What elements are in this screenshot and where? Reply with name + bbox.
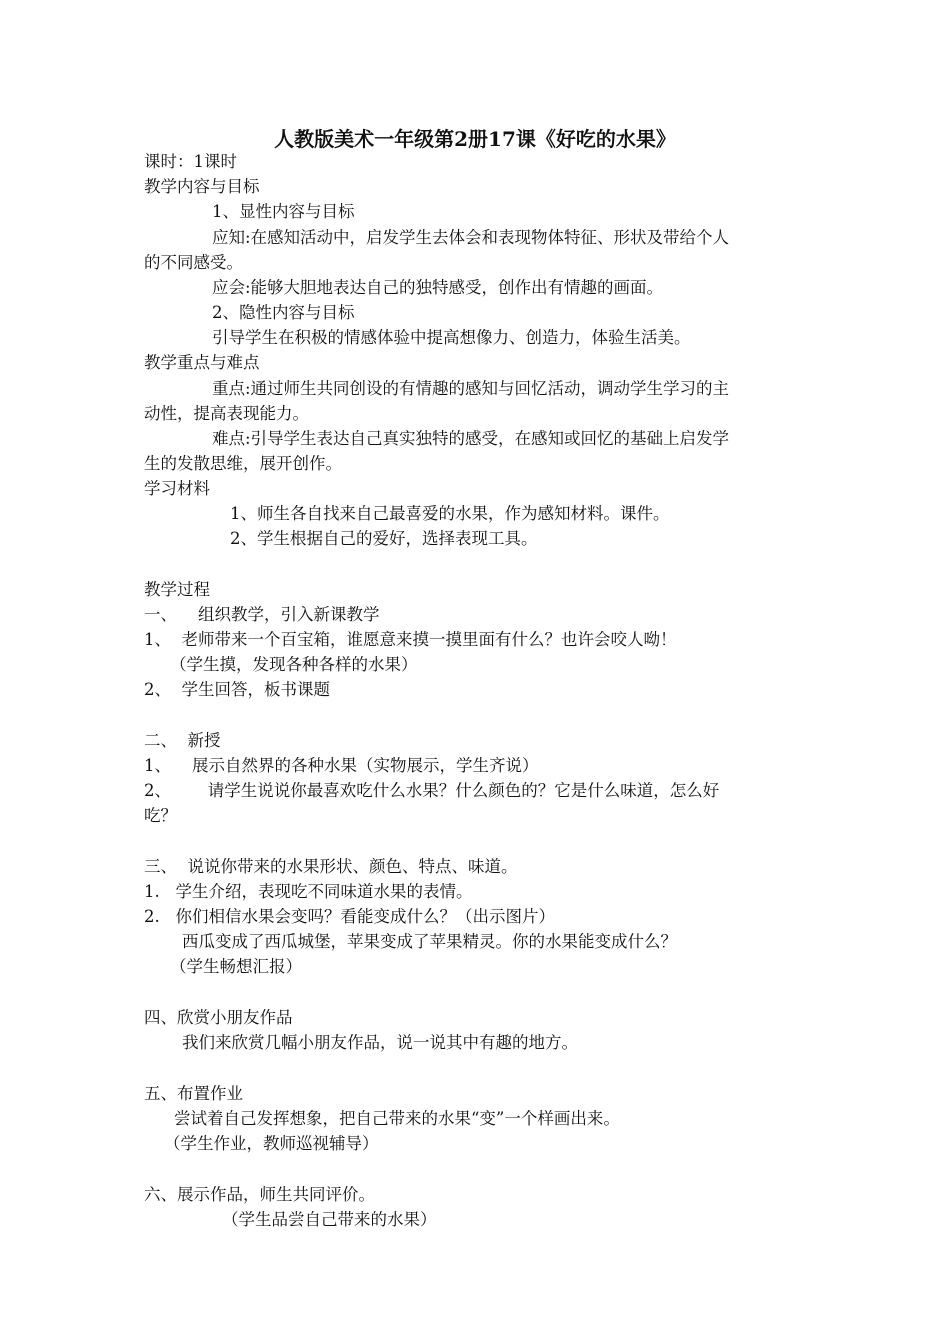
paragraph-line: 的不同感受。 bbox=[144, 253, 243, 272]
list-item: 1、师生各自找来自己最喜爱的水果，作为感知材料。课件。 bbox=[230, 504, 670, 523]
section-heading-process: 教学过程 bbox=[144, 580, 210, 599]
list-item-continued: 西瓜变成了西瓜城堡，苹果变成了苹果精灵。你的水果能变成什么？ bbox=[182, 932, 677, 951]
subheading-implicit-goals: 2、隐性内容与目标 bbox=[212, 303, 355, 322]
section-heading-content-goals: 教学内容与目标 bbox=[144, 177, 260, 196]
step-heading: 一、 组织教学，引入新课教学 bbox=[144, 605, 380, 624]
list-item: 2、 请学生说说你最喜欢吃什么水果？什么颜色的？它是什么味道，怎么好 bbox=[144, 781, 720, 800]
list-item: 1. 学生介绍，表现吃不同味道水果的表情。 bbox=[144, 882, 473, 901]
list-item-note: （学生摸，发现各种各样的水果） bbox=[170, 655, 418, 674]
paragraph-line: 应知:在感知活动中，启发学生去体会和表现物体特征、形状及带给个人 bbox=[212, 228, 730, 247]
paragraph-line: 生的发散思维，展开创作。 bbox=[144, 454, 342, 473]
document-title: 人教版美术一年级第2册17课《好吃的水果》 bbox=[274, 127, 676, 151]
paragraph-line: 引导学生在积极的情感体验中提高想像力、创造力，体验生活美。 bbox=[212, 328, 691, 347]
subheading-explicit-goals: 1、显性内容与目标 bbox=[212, 202, 355, 221]
paragraph-line: 我们来欣赏几幅小朋友作品，说一说其中有趣的地方。 bbox=[182, 1033, 578, 1052]
list-item: 1、 展示自然界的各种水果（实物展示，学生齐说） bbox=[144, 756, 539, 775]
list-item: 2、学生根据自己的爱好，选择表现工具。 bbox=[230, 529, 538, 548]
step-heading: 三、 说说你带来的水果形状、颜色、特点、味道。 bbox=[144, 857, 518, 876]
step-heading: 五、布置作业 bbox=[144, 1084, 243, 1103]
step-heading: 四、欣赏小朋友作品 bbox=[144, 1008, 293, 1027]
list-item: 1、 老师带来一个百宝箱，谁愿意来摸一摸里面有什么？也许会咬人呦！ bbox=[144, 630, 677, 649]
section-heading-key-points: 教学重点与难点 bbox=[144, 353, 260, 372]
paragraph-line: 难点:引导学生表达自己真实独特的感受，在感知或回忆的基础上启发学 bbox=[212, 429, 730, 448]
list-item-note: （学生作业，教师巡视辅导） bbox=[164, 1134, 379, 1153]
step-heading: 六、展示作品，师生共同评价。 bbox=[144, 1185, 375, 1204]
list-item-note: （学生畅想汇报） bbox=[170, 957, 302, 976]
list-item-continued: 吃？ bbox=[144, 806, 177, 825]
section-heading-materials: 学习材料 bbox=[144, 479, 210, 498]
list-item-note: （学生品尝自己带来的水果） bbox=[222, 1210, 437, 1229]
list-item: 2、 学生回答，板书课题 bbox=[144, 680, 330, 699]
paragraph-line: 动性，提高表现能力。 bbox=[144, 404, 309, 423]
paragraph-line: 重点:通过师生共同创设的有情趣的感知与回忆活动，调动学生学习的主 bbox=[212, 379, 730, 398]
class-hours-line: 课时：1课时 bbox=[144, 152, 237, 171]
list-item: 2. 你们相信水果会变吗？看能变成什么？（出示图片） bbox=[144, 907, 555, 926]
paragraph-line: 尝试着自己发挥想象，把自己带来的水果“变”一个样画出来。 bbox=[174, 1109, 620, 1128]
paragraph-line: 应会:能够大胆地表达自己的独特感受，创作出有情趣的画面。 bbox=[212, 278, 664, 297]
step-heading: 二、 新授 bbox=[144, 731, 221, 750]
